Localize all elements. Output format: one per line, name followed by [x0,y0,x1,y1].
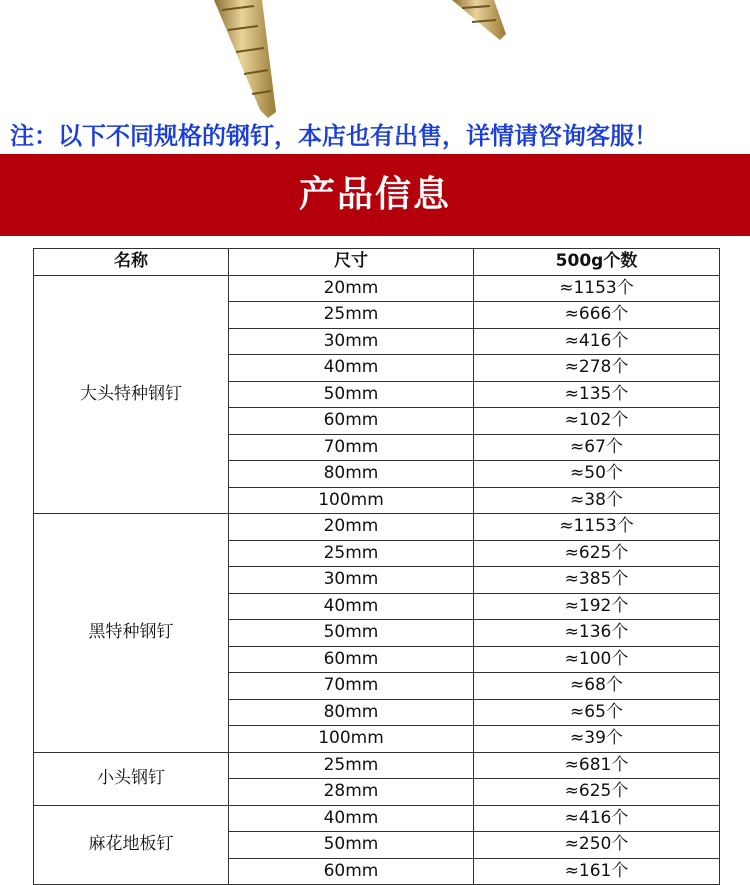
header-name: 名称 [34,249,229,276]
count-cell: ≈278个 [474,355,720,382]
size-cell: 60mm [229,646,474,673]
size-cell: 50mm [229,620,474,647]
table-row [34,805,720,832]
count-cell: ≈136个 [474,620,720,647]
product-name-cell: 黑特种钢钉 [34,514,229,753]
count-cell: ≈65个 [474,699,720,726]
size-cell: 20mm [229,275,474,302]
table-body [34,275,720,885]
size-cell: 25mm [229,540,474,567]
count-cell: ≈192个 [474,593,720,620]
size-cell: 60mm [229,858,474,885]
count-cell: ≈135个 [474,381,720,408]
count-cell: ≈416个 [474,328,720,355]
size-cell: 20mm [229,514,474,541]
count-cell: ≈102个 [474,408,720,435]
count-cell: ≈39个 [474,726,720,753]
spec-table-container [33,248,719,885]
table-row [34,514,720,541]
product-name-cell: 大头特种钢钉 [34,275,229,514]
header-size: 尺寸 [229,249,474,276]
count-cell: ≈681个 [474,752,720,779]
section-banner: 产品信息 [0,154,750,236]
nail-right-icon [452,0,506,40]
product-photo [0,0,750,118]
count-cell: ≈67个 [474,434,720,461]
size-cell: 60mm [229,408,474,435]
count-cell: ≈625个 [474,540,720,567]
size-cell: 70mm [229,434,474,461]
count-cell: ≈1153个 [474,514,720,541]
product-name-cell: 麻花地板钉 [34,805,229,885]
size-cell: 25mm [229,752,474,779]
header-count: 500g个数 [474,249,720,276]
count-cell: ≈50个 [474,461,720,488]
count-cell: ≈666个 [474,302,720,329]
count-cell: ≈161个 [474,858,720,885]
size-cell: 80mm [229,461,474,488]
size-cell: 25mm [229,302,474,329]
size-cell: 40mm [229,593,474,620]
count-cell: ≈250个 [474,832,720,859]
table-header-row [34,249,720,276]
size-cell: 50mm [229,832,474,859]
size-cell: 50mm [229,381,474,408]
spec-table [33,248,720,885]
count-cell: ≈38个 [474,487,720,514]
size-cell: 100mm [229,726,474,753]
size-cell: 40mm [229,805,474,832]
size-cell: 30mm [229,328,474,355]
count-cell: ≈1153个 [474,275,720,302]
count-cell: ≈416个 [474,805,720,832]
table-row [34,275,720,302]
nail-left-icon [214,0,276,118]
size-cell: 28mm [229,779,474,806]
size-cell: 100mm [229,487,474,514]
notice-text: 注：以下不同规格的钢钉，本店也有出售，详情请咨询客服！ [10,122,658,150]
count-cell: ≈385个 [474,567,720,594]
size-cell: 80mm [229,699,474,726]
table-row [34,752,720,779]
count-cell: ≈100个 [474,646,720,673]
size-cell: 40mm [229,355,474,382]
size-cell: 70mm [229,673,474,700]
count-cell: ≈68个 [474,673,720,700]
count-cell: ≈625个 [474,779,720,806]
size-cell: 30mm [229,567,474,594]
nail-photo-icon [0,0,750,118]
product-name-cell: 小头钢钉 [34,752,229,805]
